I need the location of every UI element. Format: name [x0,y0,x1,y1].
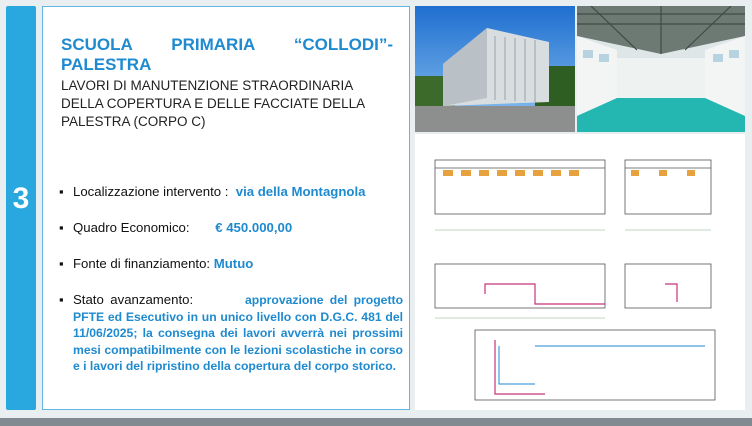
gym-interior-photo [577,6,745,132]
bullet-quadro-economico [59,220,403,236]
bullet-icon: ▪ [59,184,64,199]
bullet-label: Fonte di finanziamento: [73,256,211,271]
bullet-icon: ▪ [59,256,64,271]
bullet-localizzazione [59,184,403,200]
bullet-list [59,184,403,395]
slide-number: 3 [12,182,30,215]
bullet-label: Quadro Economico: [73,220,190,235]
project-subtitle: LAVORI DI MANUTENZIONE STRAORDINARIA DELLA COPERTURA E DELLE FACCIATE DELLA PALESTRA (CORPO C) [61,78,365,129]
bullet-value: € 450.000,00 [215,220,293,235]
slide-number-strip [6,6,36,410]
bullet-stato-avanzamento [59,292,403,375]
bullet-value: via della Montagnola [235,184,366,199]
bullet-icon: ▪ [59,292,64,307]
bullet-fonte-finanziamento [59,256,403,272]
bullet-value: approvazione del progetto PFTE ed Esecutivo in un unico livello con D.G.C. 481 del 11/06/2025; la consegna dei lavori avverrà nei prossimi mesi compatibilmente con le lezioni scolastiche in corso e i lavori del ripristino della copertura del corpo storico. [73,293,404,373]
gym-exterior-photo [415,6,575,132]
bullet-label: Stato avanzamento: [73,292,194,307]
bullet-value: Mutuo [213,256,254,271]
info-card [42,6,410,410]
video-player-bar [0,418,752,426]
bullet-icon: ▪ [59,220,64,235]
project-title: SCUOLA PRIMARIA “COLLODI”- PALESTRA [61,35,393,74]
bullet-label: Localizzazione intervento : [73,184,229,199]
architectural-drawings [415,134,745,410]
